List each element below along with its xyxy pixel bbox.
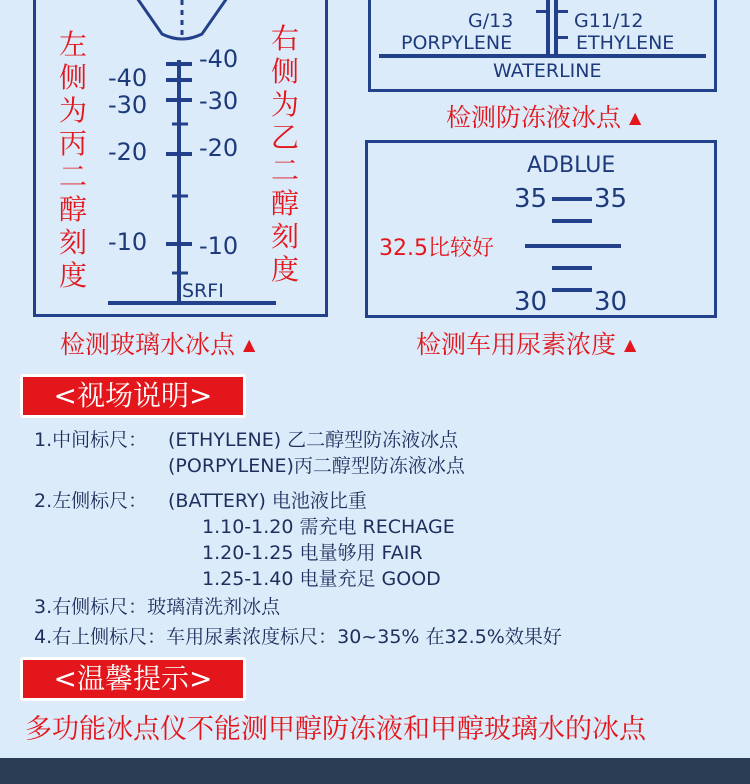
antifreeze-caption xyxy=(446,103,641,136)
adblue-best-line xyxy=(525,244,621,248)
waterline-label: WATERLINE xyxy=(493,60,602,82)
item1-line1: (ETHYLENE) 乙二醇型防冻液冰点 xyxy=(168,429,459,451)
right-char: 刻 xyxy=(270,220,299,253)
caret-up-icon: ▲ xyxy=(242,335,256,354)
ethylene-label: ETHYLENE xyxy=(576,32,675,54)
left-char: 刻 xyxy=(58,226,87,259)
right-char: 二 xyxy=(270,154,299,187)
adblue-right-top-label: 35 xyxy=(594,184,628,214)
antifreeze-tick xyxy=(558,36,568,39)
adblue-best-label: 32.5比较好 xyxy=(379,236,494,261)
warm-tips-tag: <温馨提示> xyxy=(20,657,246,701)
left-char: 度 xyxy=(58,259,87,292)
left-side-vertical-text xyxy=(58,28,88,292)
left-scale-label-10: -10 xyxy=(108,228,148,256)
adblue-tick xyxy=(552,197,592,201)
caret-up-icon: ▲ xyxy=(628,108,642,127)
item2-sub-3: 1.25-1.40 电量充足 GOOD xyxy=(202,568,441,590)
adblue-right-bottom-label: 30 xyxy=(594,287,628,317)
field-description-tag: <视场说明> xyxy=(20,374,246,418)
porpylene-label: PORPYLENE xyxy=(401,32,513,54)
glass-water-scale-panel xyxy=(33,0,328,317)
srfi-label: SRFI xyxy=(182,280,224,302)
waterline-bar xyxy=(379,54,706,58)
footer-bar xyxy=(0,758,750,784)
right-char: 度 xyxy=(270,253,299,286)
g13-label: G/13 xyxy=(468,10,514,32)
item2-line1: (BATTERY) 电池液比重 xyxy=(168,490,367,512)
adblue-tick xyxy=(552,219,592,223)
right-scale-label-30: -30 xyxy=(199,87,239,115)
left-char: 二 xyxy=(58,160,87,193)
glass-water-caption-text: 检测玻璃水冰点 xyxy=(60,330,236,359)
item1-label: 1.中间标尺： xyxy=(34,429,148,451)
left-scale-label-40: -40 xyxy=(108,64,148,92)
right-char: 侧 xyxy=(270,55,299,88)
glass-water-caption xyxy=(60,330,255,363)
antifreeze-center-bar xyxy=(546,0,550,55)
left-char: 为 xyxy=(58,94,87,127)
item2-sub-1: 1.10-1.20 需充电 RECHAGE xyxy=(202,516,455,538)
right-char: 醇 xyxy=(270,187,299,220)
adblue-caption-text: 检测车用尿素浓度 xyxy=(416,330,617,359)
caret-up-icon: ▲ xyxy=(623,335,637,354)
item1-line2: (PORPYLENE)丙二醇型防冻液冰点 xyxy=(168,455,465,477)
left-char: 丙 xyxy=(58,127,87,160)
item4: 4.右上侧标尺：车用尿素浓度标尺：30~35% 在32.5%效果好 xyxy=(34,626,562,648)
warm-tips-text: 多功能冰点仪不能测甲醇防冻液和甲醇玻璃水的冰点 xyxy=(25,714,646,745)
antifreeze-scale-panel xyxy=(368,0,717,92)
item2-sub-2: 1.20-1.25 电量够用 FAIR xyxy=(202,542,423,564)
item2-label: 2.左侧标尺： xyxy=(34,490,148,512)
adblue-title: ADBLUE xyxy=(527,153,616,178)
left-scale-label-20: -20 xyxy=(108,138,148,166)
right-scale-label-10: -10 xyxy=(199,232,239,260)
left-char: 左 xyxy=(58,28,87,61)
right-char: 为 xyxy=(270,88,299,121)
antifreeze-tick xyxy=(536,10,546,13)
antifreeze-tick xyxy=(558,10,568,13)
left-scale-label-30: -30 xyxy=(108,91,148,119)
adblue-scale-panel xyxy=(365,140,717,318)
left-char: 侧 xyxy=(58,61,87,94)
adblue-tick xyxy=(552,266,592,270)
left-char: 醇 xyxy=(58,193,87,226)
adblue-caption xyxy=(416,330,636,363)
adblue-tick xyxy=(552,288,592,292)
antifreeze-caption-text: 检测防冻液冰点 xyxy=(446,103,622,132)
adblue-left-top-label: 35 xyxy=(514,184,548,214)
right-scale-label-20: -20 xyxy=(199,134,239,162)
g11-12-label: G11/12 xyxy=(574,10,644,32)
adblue-left-bottom-label: 30 xyxy=(514,287,548,317)
right-scale-label-40: -40 xyxy=(199,45,239,73)
right-char: 乙 xyxy=(270,121,299,154)
right-side-vertical-text xyxy=(270,22,300,286)
antifreeze-center-bar xyxy=(554,0,558,55)
item3: 3.右侧标尺：玻璃清洗剂冰点 xyxy=(34,596,281,618)
right-char: 右 xyxy=(270,22,299,55)
